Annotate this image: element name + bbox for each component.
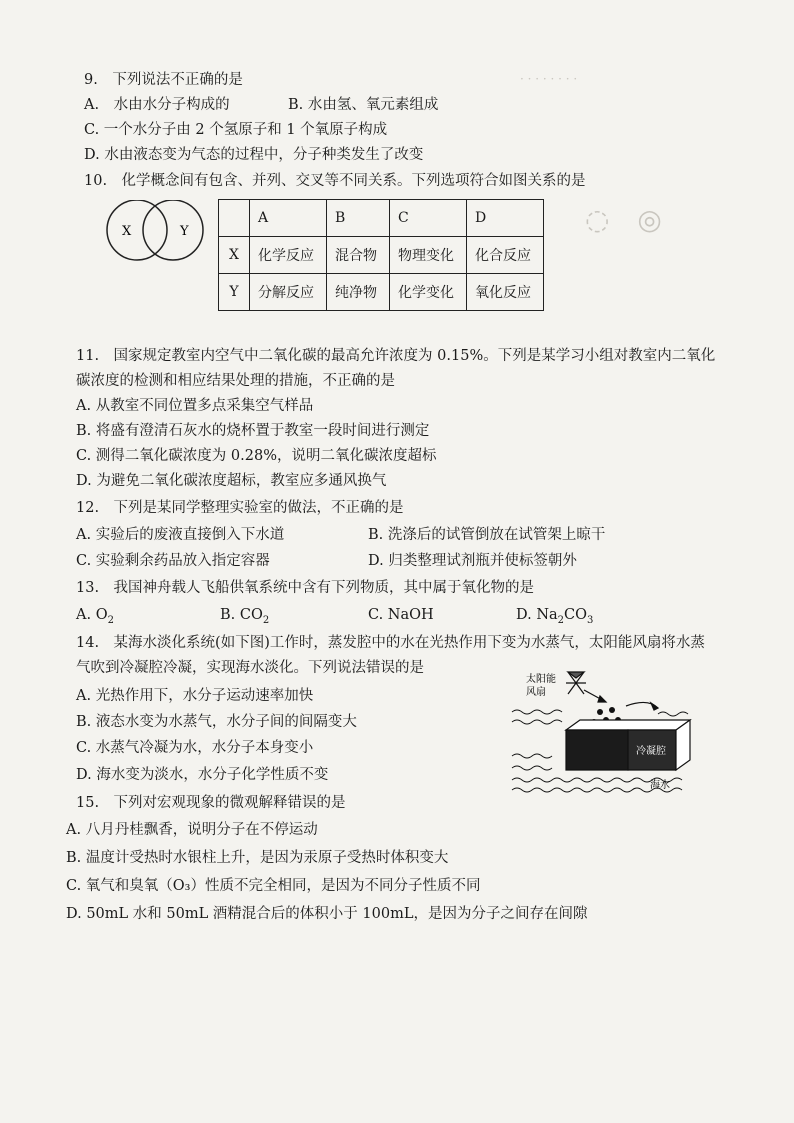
q14-option-b: B. 液态水变为水蒸气，水分子间的间隔变大 [76,714,357,730]
table-header-cell: C [390,200,467,237]
table-cell: 分解反应 [250,274,327,311]
airflow-arrow-icon [584,690,658,710]
q9-stem: 9. 下列说法不正确的是 [84,72,243,88]
q15-option-d: D. 50mL 水和 50mL 酒精混合后的体积小于 100mL，是因为分子之间存在间隙 [66,906,588,922]
q12-stem: 12. 下列是某同学整理实验室的做法，不正确的是 [76,500,404,516]
venn-diagram [100,200,212,266]
q15-option-c: C. 氧气和臭氧（O₃）性质不完全相同，是因为不同分子性质不同 [66,878,481,894]
chamber-box [566,720,690,770]
q12-option-c: C. 实验剩余药品放入指定容器 [76,553,270,569]
q9-option-b: B. 水由氢、氧元素组成 [288,97,439,113]
venn-circle-y [143,200,203,260]
table-header-cell: D [467,200,544,237]
table-row-label: X [219,237,250,274]
bleed-through-text: · · · · · · · · [520,72,578,86]
q11-option-c: C. 测得二氧化碳浓度为 0.28%，说明二氧化碳浓度超标 [76,448,437,464]
q13-option-b: B. $CO_2$ [220,607,270,626]
table-cell: 化合反应 [467,237,544,274]
q12-option-b: B. 洗涤后的试管倒放在试管架上晾干 [368,527,606,543]
q14-option-a: A. 光热作用下，水分子运动速率加快 [76,688,314,704]
q9-option-a: A. 水由水分子构成的 [84,97,230,113]
table-cell: 氧化反应 [467,274,544,311]
table-header-row [219,200,544,237]
table-cell: 纯净物 [327,274,390,311]
q9-option-d: D. 水由液态变为气态的过程中，分子种类发生了改变 [84,147,424,163]
q11-stem-line2: 碳浓度的检测和相应结果处理的措施，不正确的是 [76,373,395,389]
table-cell: 化学变化 [390,274,467,311]
q11-option-d: D. 为避免二氧化碳浓度超标，教室应多通风换气 [76,473,387,489]
q13-option-c: C. NaOH [368,607,434,623]
q15-option-a: A. 八月丹桂飘香，说明分子在不停运动 [66,822,318,838]
q11-option-a: A. 从教室不同位置多点采集空气样品 [76,398,314,414]
q15-option-b: B. 温度计受热时水银柱上升，是因为汞原子受热时体积变大 [66,850,449,866]
venn-circle-x [107,200,167,260]
q14-stem-line1: 14. 某海水淡化系统(如下图)工作时，蒸发腔中的水在光热作用下变为水蒸气，太阳能风扇将水蒸 [76,635,705,651]
desalination-diagram [508,668,698,796]
table-header-cell: B [327,200,390,237]
q10-relation-table [218,199,544,311]
q9-option-c: C. 一个水分子由 2 个氢原子和 1 个氧原子构成 [84,122,388,138]
q13-option-d: D. $Na_2CO_3$ [516,607,594,626]
q10-stem: 10. 化学概念间有包含、并列、交叉等不同关系。下列选项符合如图关系的是 [84,173,586,189]
q13-stem: 13. 我国神舟载人飞船供氧系统中含有下列物质，其中属于氧化物的是 [76,580,535,596]
condenser-label: 冷凝腔 [636,746,666,757]
q12-option-a: A. 实验后的废液直接倒入下水道 [76,527,285,543]
q15-stem: 15. 下列对宏观现象的微观解释错误的是 [76,795,346,811]
q11-option-b: B. 将盛有澄清石灰水的烧杯置于教室一段时间进行测定 [76,423,430,439]
seawater-label: 海水 [650,780,670,791]
fan-label-line1: 太阳能 [526,674,556,685]
bleed-through-figure: ◌ ◎ [585,203,662,236]
table-row [219,274,544,311]
table-cell: 物理变化 [390,237,467,274]
fan-label-line2: 风扇 [526,687,546,698]
table-row-label: Y [219,274,250,311]
solar-fan-icon [566,672,586,694]
q14-option-d: D. 海水变为淡水，水分子化学性质不变 [76,767,329,783]
q11-stem-line1: 11. 国家规定教室内空气中二氧化碳的最高允许浓度为 0.15%。下列是某学习小组对教室内二氧化 [76,348,716,364]
q14-stem-line2: 气吹到冷凝腔冷凝，实现海水淡化。下列说法错误的是 [76,660,424,676]
q14-option-c: C. 水蒸气冷凝为水，水分子本身变小 [76,740,314,756]
table-header-cell: A [250,200,327,237]
table-corner-cell [219,200,250,237]
venn-label-y: Y [180,224,189,239]
table-cell: 化学反应 [250,237,327,274]
q12-option-d: D. 归类整理试剂瓶并使标签朝外 [368,553,577,569]
q13-option-a: A. $O_2$ [76,607,114,626]
table-cell: 混合物 [327,237,390,274]
venn-label-x: X [122,224,132,239]
table-row [219,237,544,274]
